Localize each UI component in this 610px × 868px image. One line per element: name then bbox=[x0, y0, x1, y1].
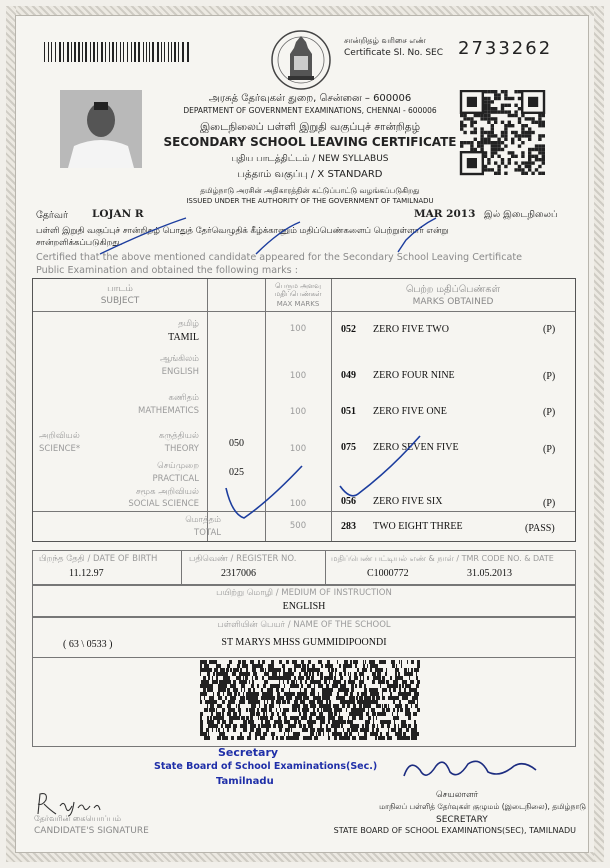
candidate-label-tamil: தேர்வர் bbox=[36, 210, 68, 221]
total-max: 500 bbox=[289, 521, 307, 531]
max-marks-header-tamil: பெரும அளவு மதிப்பெண்கள் bbox=[274, 282, 322, 298]
stamp-line-1: Secretary bbox=[218, 746, 279, 759]
subject-name: PRACTICAL bbox=[152, 474, 199, 484]
secretary-label-tamil: செயலாளர் bbox=[436, 790, 479, 800]
board-name: STATE BOARD OF SCHOOL EXAMINATIONS(SEC), TAMILNADU bbox=[333, 826, 576, 835]
subject-tamil: செய்முறை bbox=[157, 461, 199, 471]
result: (P) bbox=[543, 498, 556, 509]
marks-table bbox=[32, 278, 576, 542]
top-barcode bbox=[44, 42, 194, 62]
certify-line-english-1: Certified that the above mentioned candidate appeared for the Secondary School Leaving Certificate bbox=[36, 252, 523, 263]
total-in-words: TWO EIGHT THREE bbox=[373, 521, 463, 532]
science-label-tamil: அறிவியல் bbox=[39, 431, 80, 441]
certificate-title: SECONDARY SCHOOL LEAVING CERTIFICATE bbox=[163, 135, 457, 149]
total-label-tamil: மொத்தம் bbox=[185, 515, 221, 525]
medium-label: பயிற்று மொழி / MEDIUM OF INSTRUCTION bbox=[216, 588, 392, 598]
subject-tamil: கருத்தியல் bbox=[158, 431, 199, 441]
date-of-birth: 11.12.97 bbox=[69, 568, 104, 579]
candidate-signature-label-tamil: தேர்வரின் கையொப்பம் bbox=[34, 814, 122, 823]
tmr-label: மதிப்பெண் பட்டியல் எண் & நாள் / TMR CODE NO. & DATE bbox=[331, 554, 554, 563]
certify-line-tamil-2: சான்றளிக்கப்படுகிறது. bbox=[36, 238, 123, 248]
candidate-name: LOJAN R bbox=[92, 208, 144, 220]
secretary-stamp bbox=[148, 746, 378, 796]
part-marks: 050 bbox=[229, 438, 244, 449]
decorative-border-top bbox=[6, 6, 604, 16]
total-result: (PASS) bbox=[525, 523, 555, 534]
marks-obtained: 056 bbox=[341, 496, 356, 507]
obtained-header-tamil: பெற்ற மதிப்பெண்கள் bbox=[405, 284, 501, 295]
obtained-header: MARKS OBTAINED bbox=[412, 297, 494, 307]
school-name: ST MARYS MHSS GUMMIDIPOONDI bbox=[221, 637, 387, 648]
decorative-border-bottom bbox=[6, 852, 604, 862]
tmr-date: 31.05.2013 bbox=[467, 568, 512, 579]
decorative-border-left bbox=[6, 6, 16, 862]
candidate-signature-label: CANDIDATE'S SIGNATURE bbox=[34, 826, 149, 836]
secretary-signature bbox=[396, 752, 546, 788]
result: (P) bbox=[543, 407, 556, 418]
marks-obtained: 075 bbox=[341, 442, 356, 453]
school-code: ( 63 \ 0533 ) bbox=[63, 639, 113, 650]
subject-header-tamil: பாடம் bbox=[107, 284, 133, 294]
result: (P) bbox=[543, 444, 556, 455]
marks-in-words: ZERO FIVE SIX bbox=[373, 496, 443, 507]
subject-name: MATHEMATICS bbox=[138, 406, 199, 416]
serial-label-tamil: சான்றிதழ் வரிசை எண் bbox=[344, 36, 426, 45]
marks-in-words: ZERO FIVE TWO bbox=[373, 324, 449, 335]
school-label: பள்ளியின் பெயர் / NAME OF THE SCHOOL bbox=[217, 620, 391, 630]
subject-tamil: தமிழ் bbox=[178, 319, 199, 329]
details-box bbox=[32, 550, 576, 586]
max-marks: 100 bbox=[289, 499, 307, 509]
exam-line-tail-tamil: இல் இடைநிலைப் bbox=[484, 210, 558, 220]
subject-name: SOCIAL SCIENCE bbox=[128, 499, 199, 509]
subject-tamil: கணிதம் bbox=[168, 393, 199, 403]
stamp-line-2: State Board of School Examinations(Sec.) bbox=[154, 761, 378, 772]
medium-of-instruction: ENGLISH bbox=[282, 601, 326, 612]
marks-in-words: ZERO FIVE ONE bbox=[373, 406, 447, 417]
2d-barcode bbox=[200, 660, 420, 742]
subject-name: ENGLISH bbox=[161, 367, 199, 377]
syllabus: புதிய பாடத்திட்டம் / NEW SYLLABUS bbox=[231, 154, 389, 164]
tmr-code: C1000772 bbox=[367, 568, 409, 579]
serial-label: Certificate Sl. No. SEC bbox=[344, 48, 444, 58]
register-label: பதிவெண் / REGISTER NO. bbox=[189, 554, 297, 564]
qr-code bbox=[458, 90, 548, 176]
decorative-border-right bbox=[594, 6, 604, 862]
subject-tamil: சமூக அறிவியல் bbox=[135, 487, 199, 497]
subject-name: THEORY bbox=[164, 444, 199, 454]
marks-obtained: 052 bbox=[341, 324, 356, 335]
register-number: 2317006 bbox=[221, 568, 256, 579]
serial-number: 2733262 bbox=[458, 38, 553, 59]
max-marks: 100 bbox=[289, 444, 307, 454]
dept-title-tamil: அரசுத் தேர்வுகள் துறை, சென்னை – 600006 bbox=[208, 93, 412, 104]
result: (P) bbox=[543, 371, 556, 382]
total-label: TOTAL bbox=[194, 528, 221, 538]
medium-box bbox=[32, 584, 576, 618]
part-marks: 025 bbox=[229, 467, 244, 478]
marks-obtained: 049 bbox=[341, 370, 356, 381]
certificate-title-tamil: இடைநிலைப் பள்ளி இறுதி வகுப்புச் சான்றிதழ் bbox=[199, 121, 421, 133]
total-marks: 283 bbox=[341, 521, 356, 532]
tamilnadu-emblem-icon bbox=[270, 28, 332, 92]
subject-name: TAMIL bbox=[168, 332, 199, 343]
certify-line-tamil: பள்ளி இறுதி வகுப்புச் சான்றிதழ் பொதுத் தேர்வெழுதிக் கீழ்க்காணும் மதிப்பெண்களைப் பெற்றுள்ளார் என்று bbox=[36, 226, 449, 236]
marks-obtained: 051 bbox=[341, 406, 356, 417]
stamp-line-3: Tamilnadu bbox=[216, 776, 274, 787]
secretary-label: SECRETARY bbox=[436, 815, 488, 825]
candidate-photo bbox=[60, 90, 142, 168]
marks-in-words: ZERO SEVEN FIVE bbox=[373, 442, 459, 453]
certify-line-english-2: Public Examination and obtained the following marks : bbox=[36, 265, 298, 276]
result: (P) bbox=[543, 324, 556, 335]
dept-title: DEPARTMENT OF GOVERNMENT EXAMINATIONS, CHENNAI - 600006 bbox=[183, 106, 437, 115]
standard: பத்தாம் வகுப்பு / X STANDARD bbox=[237, 169, 383, 180]
marks-in-words: ZERO FOUR NINE bbox=[373, 370, 455, 381]
science-label: SCIENCE* bbox=[39, 444, 81, 454]
school-box bbox=[32, 616, 576, 658]
max-marks: 100 bbox=[289, 324, 307, 334]
max-marks-header: MAX MARKS bbox=[276, 300, 320, 308]
max-marks: 100 bbox=[289, 407, 307, 417]
issued-by-tamil: தமிழ்நாடு அரசின் அதிகாரத்தின் கட்டுப்பாட்டு வழங்கப்படுகிறது bbox=[200, 186, 420, 195]
issued-by: ISSUED UNDER THE AUTHORITY OF THE GOVERNMENT OF TAMILNADU bbox=[186, 197, 434, 205]
dob-label: பிறந்த தேதி / DATE OF BIRTH bbox=[39, 554, 158, 564]
board-name-tamil: மாநிலப் பள்ளித் தேர்வுகள் குழுமம் (இடைநிலை), தமிழ்நாடு bbox=[379, 802, 586, 811]
subject-tamil: ஆங்கிலம் bbox=[159, 354, 199, 364]
subject-header: SUBJECT bbox=[100, 296, 140, 306]
exam-month: MAR 2013 bbox=[414, 208, 476, 220]
max-marks: 100 bbox=[289, 371, 307, 381]
